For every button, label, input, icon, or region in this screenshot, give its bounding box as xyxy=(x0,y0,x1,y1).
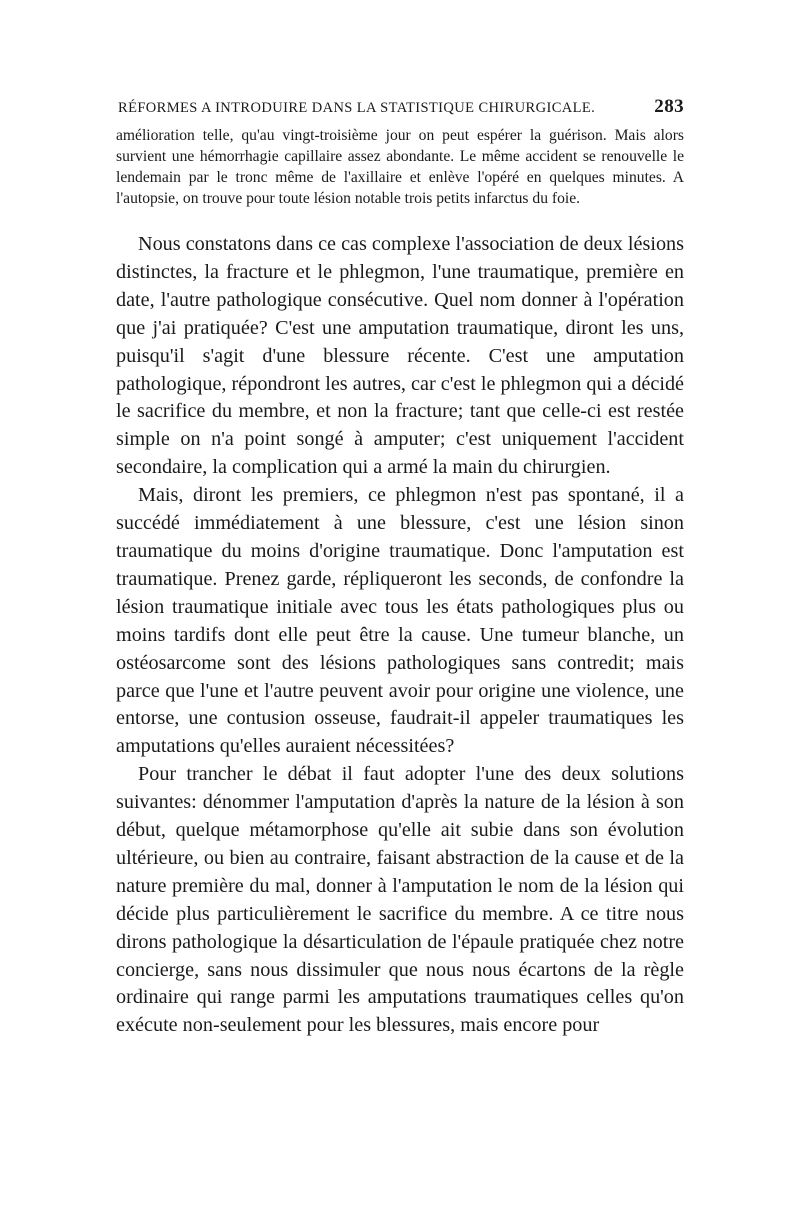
paragraph-association: Nous constatons dans ce cas complexe l'association de deux lésions distinctes, la fracture et le phlegmon, l'une traumatique, première en date, l'autre pathologique consécutive. Quel nom donner à l'opération que j'ai pratiquée? C'est une amputation traumatique, diront les uns, puisqu'il s'agit d'une blessure récente. C'est une amputation pathologique, répondront les autres, car c'est le phlegmon qui a décidé le sacrifice du membre, et non la fracture; tant que celle-ci est restée simple on n'a point songé à amputer; c'est uniquement l'accident secondaire, la complication qui a armé la main du chirurgien. xyxy=(116,233,684,479)
book-page xyxy=(116,96,684,1040)
page-number: 283 xyxy=(654,96,684,117)
paragraph-phlegmon: Mais, diront les premiers, ce phlegmon n'est pas spontané, il a succédé immédiatement à une blessure, c'est une lésion sinon traumatique du moins d'origine traumatique. Donc l'amputation est traumatique. Prenez garde, répliqueront les seconds, de confondre la lésion traumatique initiale avec tous les états pathologiques plus ou moins tardifs dont elle peut être la cause. Une tumeur blanche, un ostéosarcome sont des lésions pathologiques sans contredit; mais parce que l'une et l'autre peuvent avoir pour origine une violence, une entorse, une contusion osseuse, faudrait-il appeler traumatiques les amputations qu'elles auraient nécessitées? xyxy=(116,484,684,758)
observation-paragraph: amélioration telle, qu'au vingt-troisième jour on peut espérer la guérison. Mais alors survient une hémorrhagie capillaire assez abondante. Le même accident se renouvelle le lendemain par le tronc même de l'axillaire et enlève l'opéré en quelques minutes. A l'autopsie, on trouve pour toute lésion notable trois petits infarctus du foie. xyxy=(116,127,684,207)
paragraph-solution: Pour trancher le débat il faut adopter l'une des deux solutions suivantes: dénommer l'amputation d'après la nature de la lésion à son début, quelque métamorphose qu'elle ait subie dans son évolution ultérieure, ou bien au contraire, faisant abstraction de la cause et de la nature première du mal, donner à l'amputation le nom de la lésion qui décide plus particulièrement le sacrifice du membre. A ce titre nous dirons pathologique la désarticulation de l'épaule pratiquée chez notre concierge, sans nous dissimuler que nous nous écartons de la règle ordinaire qui range parmi les amputations traumatiques celles qu'on exécute non-seulement pour les blessures, mais encore pour xyxy=(116,763,684,1037)
running-header xyxy=(116,96,684,120)
running-title: RÉFORMES A INTRODUIRE DANS LA STATISTIQUE CHIRURGICALE. xyxy=(118,100,596,116)
case-observation-text xyxy=(116,125,684,209)
main-text xyxy=(116,231,684,1040)
